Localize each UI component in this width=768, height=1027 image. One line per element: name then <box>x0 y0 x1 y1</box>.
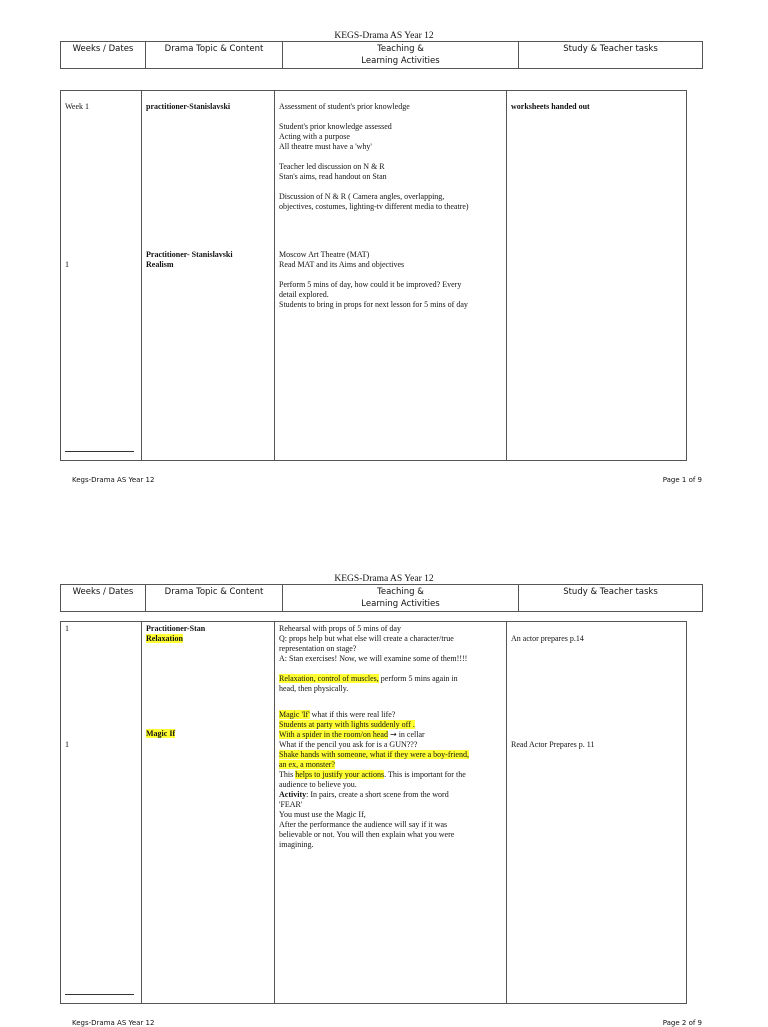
activity-line: imagining. <box>279 840 314 849</box>
footer-doc-name: Kegs-Drama AS Year 12 <box>72 476 155 484</box>
divider-line <box>65 994 134 995</box>
activity-line: detail explored. <box>279 290 329 299</box>
activity-line: Magic 'If' what if this were real life? <box>279 710 396 719</box>
header-table <box>60 41 703 69</box>
footer-page-number: Page 1 of 9 <box>662 476 702 484</box>
activity-line: Relaxation, control of muscles, perform 5 mins again in <box>279 674 458 683</box>
activity-line: Read MAT and its Aims and objectives <box>279 260 405 269</box>
activity-line: Students at party with lights suddenly off . <box>279 720 415 729</box>
week-label: Week 1 <box>65 102 90 111</box>
activity-line: A: Stan exercises! Now, we will examine some of them!!!! <box>279 654 468 663</box>
activities-block <box>279 250 502 310</box>
activity-line: You must use the Magic If, <box>279 810 366 819</box>
activity-line: Activity: In pairs, create a short scene from the word <box>279 790 449 799</box>
topic-line: Realism <box>146 260 174 269</box>
activity-line: After the performance the audience will say if it was <box>279 820 448 829</box>
topic-cell <box>142 91 275 461</box>
schedule-table <box>60 90 687 461</box>
activity-line: head, then physically. <box>279 684 349 693</box>
weeks-cell <box>61 622 142 1004</box>
activity-line: believable or not. You will then explain what you were <box>279 830 455 839</box>
week-label: 1 <box>65 740 69 749</box>
header-teaching-line2: Learning Activities <box>361 56 440 66</box>
activity-line: Acting with a purpose <box>279 132 350 141</box>
arrow-right-icon: → <box>389 730 397 739</box>
activities-block <box>279 624 502 850</box>
activity-line: Students to bring in props for next lesson for 5 mins of day <box>279 300 468 309</box>
activities-block <box>279 102 502 212</box>
header-teaching-activities <box>283 42 519 69</box>
header-study-tasks: Study & Teacher tasks <box>519 585 703 612</box>
activity-line: Discussion of N & R ( Camera angles, overlapping, <box>279 192 445 201</box>
task-label: Read Actor Prepares p. 11 <box>511 740 595 749</box>
header-teaching-line1: Teaching & <box>377 44 424 54</box>
topic-line: Practitioner- Stanislavski <box>146 250 233 259</box>
tasks-cell <box>507 91 687 461</box>
topic-line <box>146 634 270 644</box>
activity-line: representation on stage? <box>279 644 357 653</box>
activities-cell <box>275 622 507 1004</box>
topic-label <box>146 729 270 739</box>
activity-line: This helps to justify your actions. This is important for the <box>279 770 466 779</box>
activity-line: Rehearsal with props of 5 mins of day <box>279 624 401 633</box>
activity-line: Q: props help but what else will create a character/true <box>279 634 454 643</box>
activity-line: All theatre must have a 'why' <box>279 142 372 151</box>
topic-cell <box>142 622 275 1004</box>
activity-line: Perform 5 mins of day, how could it be improved? Every <box>279 280 462 289</box>
activity-line: With a spider in the room/on head → in cellar <box>279 730 425 739</box>
footer-doc-name: Kegs-Drama AS Year 12 <box>72 1019 155 1027</box>
week-label: 1 <box>65 624 69 633</box>
header-teaching-line2: Learning Activities <box>361 599 440 609</box>
weeks-cell <box>61 91 142 461</box>
activity-line: Student's prior knowledge assessed <box>279 122 392 131</box>
document-title: KEGS-Drama AS Year 12 <box>334 574 434 584</box>
activity-line: audience to believe you. <box>279 780 357 789</box>
activity-line: an ex, a monster? <box>279 760 335 769</box>
activity-line: 'FEAR' <box>279 800 303 809</box>
activity-line: Teacher led discussion on N & R <box>279 162 385 171</box>
activity-line: objectives, costumes, lighting-tv different media to theatre) <box>279 202 469 211</box>
header-table <box>60 584 703 612</box>
week-label: 1 <box>65 260 69 269</box>
header-drama-topic: Drama Topic & Content <box>146 585 283 612</box>
topic-label <box>146 250 270 270</box>
document-title: KEGS-Drama AS Year 12 <box>334 31 434 41</box>
footer-page-number: Page 2 of 9 <box>662 1019 702 1027</box>
topic-label: practitioner-Stanislavski <box>146 102 231 111</box>
divider-line <box>65 451 134 452</box>
schedule-table <box>60 621 687 1004</box>
task-label: worksheets handed out <box>511 102 590 111</box>
header-teaching-activities <box>283 585 519 612</box>
topic-line: Practitioner-Stan <box>146 624 206 633</box>
activity-line: What if the pencil you ask for is a GUN??? <box>279 740 418 749</box>
topic-label <box>146 624 270 644</box>
header-drama-topic: Drama Topic & Content <box>146 42 283 69</box>
header-weeks-dates: Weeks / Dates <box>61 42 146 69</box>
highlight: Relaxation <box>146 634 183 643</box>
header-weeks-dates: Weeks / Dates <box>61 585 146 612</box>
activity-line: Assessment of student's prior knowledge <box>279 102 410 111</box>
activity-line: Shake hands with someone, what if they were a boy-friend, <box>279 750 469 759</box>
task-label: An actor prepares p.14 <box>511 634 584 643</box>
activity-line: Stan's aims, read handout on Stan <box>279 172 387 181</box>
header-teaching-line1: Teaching & <box>377 587 424 597</box>
activities-cell <box>275 91 507 461</box>
header-study-tasks: Study & Teacher tasks <box>519 42 703 69</box>
highlight: Magic If <box>146 729 176 738</box>
activity-line: Moscow Art Theatre (MAT) <box>279 250 370 259</box>
tasks-cell <box>507 622 687 1004</box>
